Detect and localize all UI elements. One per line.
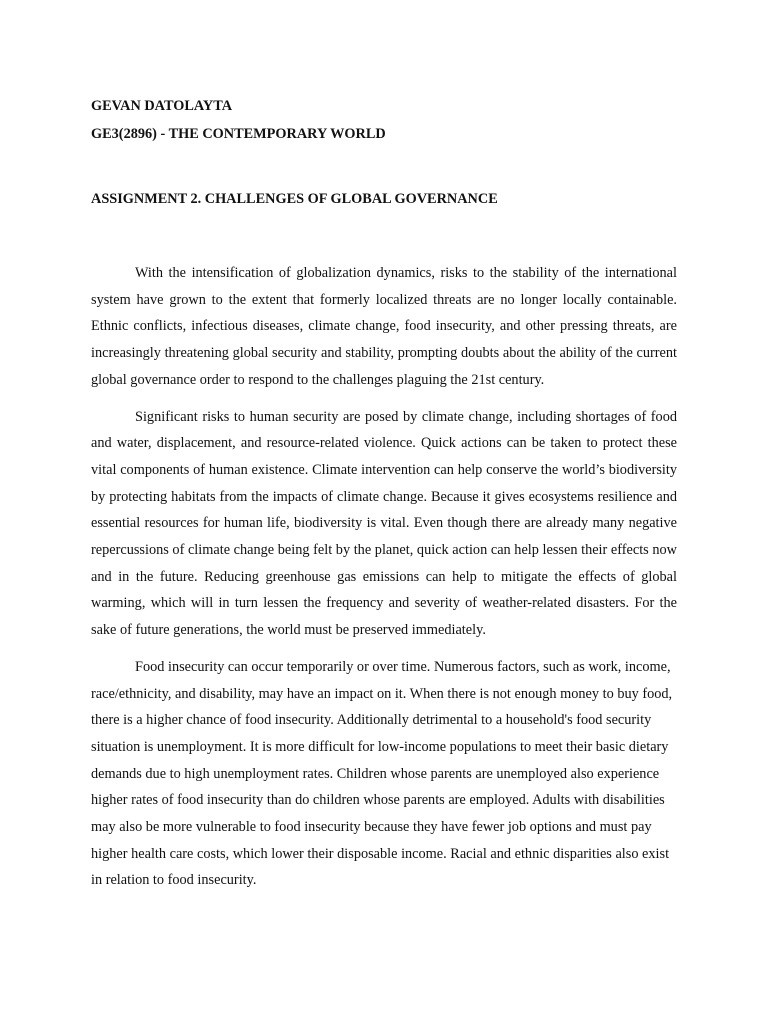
paragraph-food-insecurity: Food insecurity can occur temporarily or over time. Numerous factors, such as work, income, race/ethnicity, and disability, may have an impact on it. When there is not enough money to buy food, there is a higher chance of food insecurity. Additionally detrimental to a household's food security situation is unemployment. It is more difficult for low-income populations to meet their basic dietary demands due to high unemployment rates. Children whose parents are unemployed also experience higher rates of food insecurity than do children whose parents are employed. Adults with disabilities may also be more vulnerable to food insecurity because they have fewer job options and must pay higher health care costs, which lower their disposable income. Racial and ethnic disparities also exist in relation to food insecurity. [91, 658, 673, 889]
course-title: GE3(2896) - THE CONTEMPORARY WORLD [91, 126, 386, 142]
document-body [91, 260, 677, 894]
paragraph-intro: With the intensification of globalization dynamics, risks to the stability of the international system have grown to the extent that formerly localized threats are no longer locally containable. Ethnic conflicts, infectious diseases, climate change, food insecurity, and other pressing threats, are increasingly threatening global security and stability, prompting doubts about the ability of the current global governance order to respond to the challenges plaguing the 21st century. [91, 265, 677, 388]
author-name: GEVAN DATOLAYTA [91, 98, 233, 114]
paragraph-climate-change: Significant risks to human security are posed by climate change, including shortages of food and water, displacement, and resource-related violence. Quick actions can be taken to protect these vital components of human existence. Climate intervention can help conserve the world’s biodiversity by protecting habitats from the impacts of climate change. Because it gives ecosystems resilience and essential resources for human life, biodiversity is vital. Even though there are already many negative repercussions of climate change being felt by the planet, quick action can help lessen their effects now and in the future. Reducing greenhouse gas emissions can help to mitigate the effects of global warming, which will in turn lessen the frequency and severity of weather-related disasters. For the sake of future generations, the world must be preserved immediately. [91, 408, 677, 639]
assignment-title: ASSIGNMENT 2. CHALLENGES OF GLOBAL GOVERNANCE [91, 191, 498, 207]
